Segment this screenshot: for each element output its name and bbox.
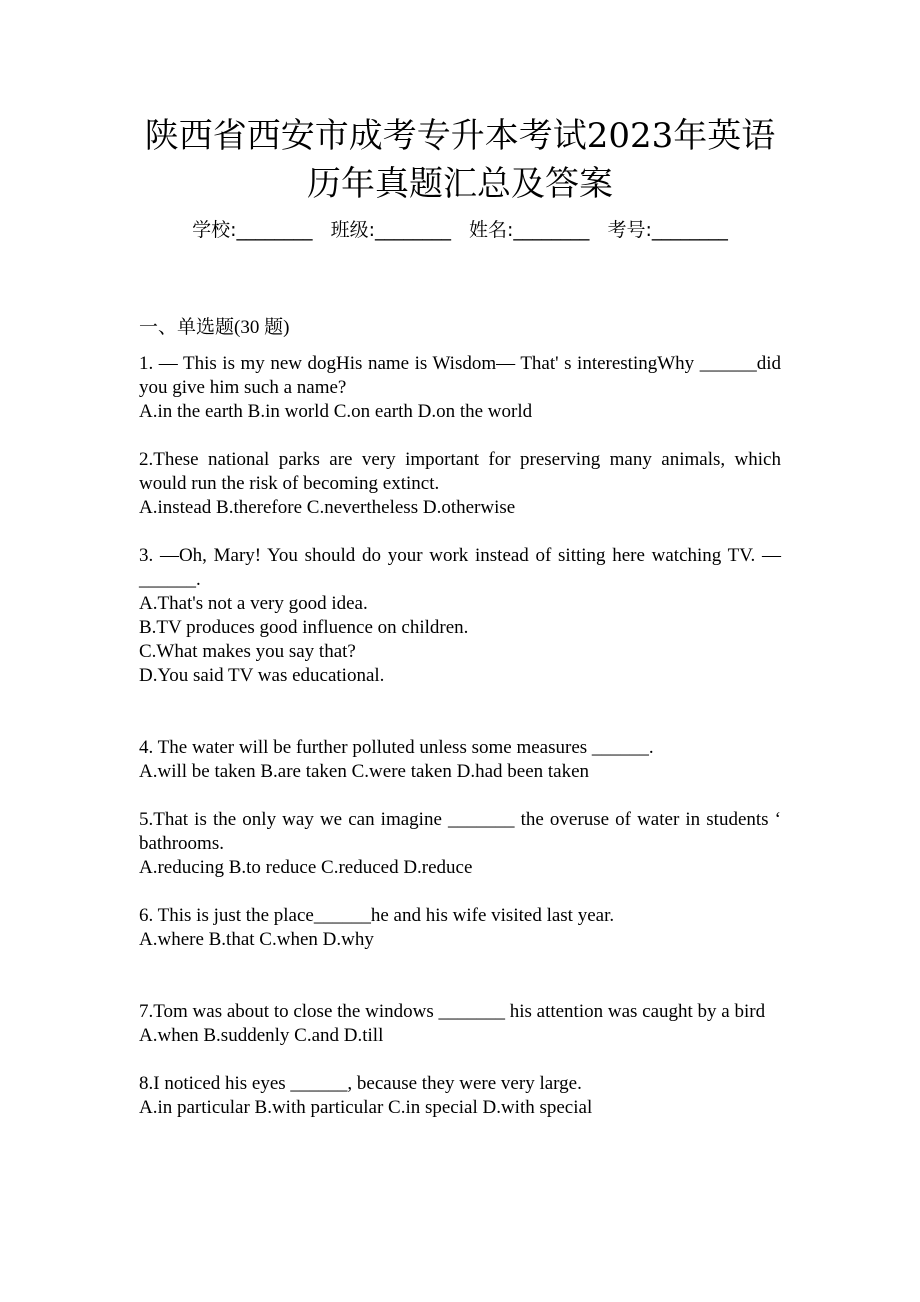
question-text: 4. The water will be further polluted unless some measures ______. <box>139 737 654 758</box>
question-text: 3. —Oh, Mary! You should do your work instead of sitting here watching TV. —______. <box>139 545 781 590</box>
title-line-2: 历年真题汇总及答案 <box>307 164 613 204</box>
question-options: A.when B.suddenly C.and D.till <box>139 1025 384 1046</box>
question-1 <box>139 352 781 424</box>
question-text: 7.Tom was about to close the windows _______ his attention was caught by a bird <box>139 1001 766 1022</box>
section-heading: 一、单选题(30 题) <box>139 317 290 338</box>
question-options: A.where B.that C.when D.why <box>139 929 374 950</box>
question-list <box>139 316 781 1144</box>
exam-number-field: 考号:________ <box>607 219 728 241</box>
question-options: A.in particular B.with particular C.in special D.with special <box>139 1097 593 1118</box>
question-text: 6. This is just the place______he and his wife visited last year. <box>139 905 615 926</box>
document-title <box>100 112 820 208</box>
question-option-d: D.You said TV was educational. <box>139 665 385 686</box>
school-field: 学校:________ <box>192 219 313 241</box>
class-field: 班级:________ <box>330 219 451 241</box>
question-text: 2.These national parks are very important for preserving many animals, which would run the risk of becoming extinct. <box>139 449 781 494</box>
question-text: 1. — This is my new dogHis name is Wisdom— That' s interestingWhy ______did you give him such a name? <box>139 353 781 398</box>
question-4 <box>139 736 781 784</box>
question-text: 8.I noticed his eyes ______, because they were very large. <box>139 1073 582 1094</box>
question-option-c: C.What makes you say that? <box>139 641 356 662</box>
question-options: A.reducing B.to reduce C.reduced D.reduce <box>139 857 473 878</box>
question-options: A.instead B.therefore C.nevertheless D.otherwise <box>139 497 516 518</box>
title-line-1: 陕西省西安市成考专升本考试2023年英语 <box>144 116 776 156</box>
question-options: A.in the earth B.in world C.on earth D.on the world <box>139 401 533 422</box>
question-2 <box>139 448 781 520</box>
question-8 <box>139 1072 781 1120</box>
question-text: 5.That is the only way we can imagine _______ the overuse of water in students ‘ bathrooms. <box>139 809 781 854</box>
question-7 <box>139 1000 781 1048</box>
question-option-b: B.TV produces good influence on children. <box>139 617 469 638</box>
name-field: 姓名:________ <box>469 219 590 241</box>
question-5 <box>139 808 781 880</box>
question-3 <box>139 544 781 688</box>
question-6 <box>139 904 781 952</box>
student-info-line <box>100 216 820 244</box>
question-option-a: A.That's not a very good idea. <box>139 593 368 614</box>
question-options: A.will be taken B.are taken C.were taken D.had been taken <box>139 761 590 782</box>
